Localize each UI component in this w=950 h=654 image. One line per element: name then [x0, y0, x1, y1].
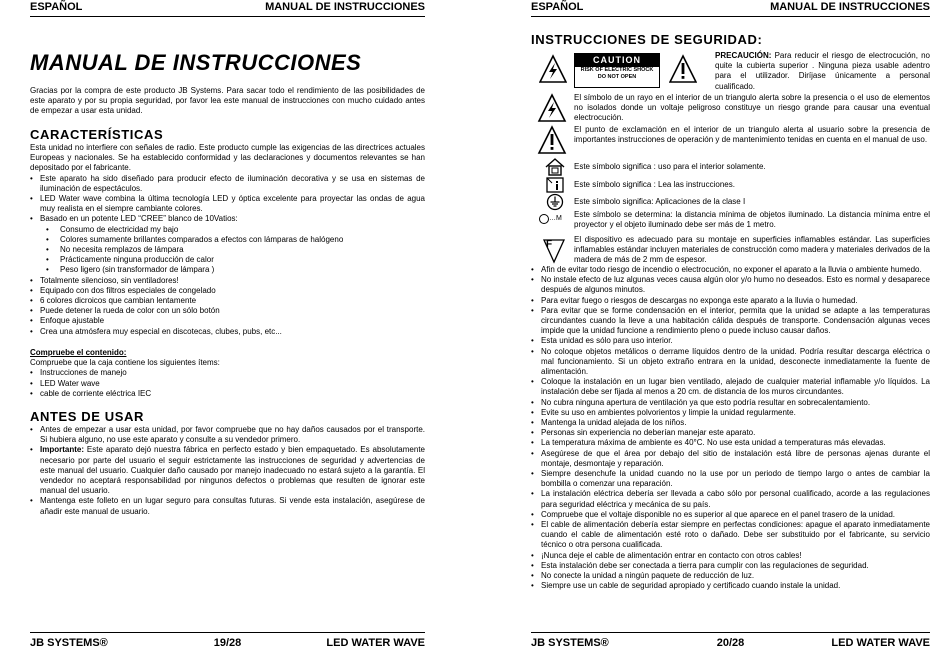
- symbol-text: Este símbolo significa: Aplicaciones de la clase I: [574, 197, 746, 206]
- page-header: [531, 0, 930, 17]
- left-page: [30, 0, 425, 654]
- list-item: • ¡Nunca deje el cable de alimentación entrar en contacto con otros cables!: [531, 551, 930, 561]
- precaution-label: PRECAUCIÓN:: [715, 51, 772, 60]
- footer-product: LED WATER WAVE: [831, 637, 930, 649]
- important-text: Este aparato dejó nuestra fábrica en perfecto estado y bien empaquetado. Es absolutamente necesario por parte del usuario el seguir estrictamente las instrucciones de seguridad y advertencias de este manual del usuario. Cualquier daño causado por manejo inadecuado no estará sujeto a la garantía. El vendedor no aceptará responsabilidad por ningunos defectos o problemas que resulten de ignorar este manual del usuario.: [40, 445, 425, 496]
- flammable-surface-f-icon: [538, 238, 570, 264]
- list-item: • Enfoque ajustable: [30, 316, 425, 326]
- footer-page-number: 20/28: [716, 637, 745, 649]
- important-label: Importante:: [40, 445, 84, 455]
- list-item: • Siempre desenchufe la unidad cuando no la use por un periodo de tiempo largo o antes de cambiar la bombilla o comenzar una reparación.: [531, 469, 930, 489]
- intro-paragraph: Gracias por la compra de este producto JB Systems. Para sacar todo el rendimiento de las posibilidades de este aparato y por su propia seguridad, por favor lea este manual de instrucciones con mucho cuidado antes de empezar a usar esta unidad.: [30, 86, 425, 116]
- features-sublist: [30, 225, 425, 276]
- caution-label-box: [574, 53, 660, 88]
- features-heading: CARACTERÍSTICAS: [30, 127, 164, 142]
- list-item: • LED Water wave combina la última tecnología LED y óptica excelente para proyectar las ondas de agua muy realista en el siempre cambiante colores.: [30, 194, 425, 214]
- footer-product: LED WATER WAVE: [326, 637, 425, 649]
- symbol-text: El símbolo de un rayo en el interior de un triangulo alerta sobre la presencia o el uso de elementos no isolados donde un voltaje peligroso constituye un riesgo grande para causar una eventual electrocución.: [574, 93, 930, 123]
- footer-brand: JB SYSTEMS®: [30, 637, 108, 649]
- page-footer: [30, 632, 425, 651]
- list-item: • Antes de empezar a usar esta unidad, por favor compruebe que no hay daños causados por el transporte. Si hubiera alguno, no use este aparato y consulte a su vendedor primero.: [30, 425, 425, 445]
- class-one-ground-icon: [539, 193, 571, 211]
- list-item: • La temperatura máxima de ambiente es 40°C. No use esta unidad a temperaturas más elevadas.: [531, 438, 930, 448]
- list-item: • El cable de alimentación debería estar siempre en perfectas condiciones: apague el aparato inmediatamente cuando el cable de alimentación esté roto o dañado. Debe ser substituido por el fabricante, su servicio técnico o otra persona cualificada.: [531, 520, 930, 551]
- list-item: • Consumo de electricidad my bajo: [30, 225, 425, 235]
- page-header: [30, 0, 425, 17]
- list-item: • No necesita remplazos de lámpara: [30, 245, 425, 255]
- list-item: • Coloque la instalación en un lugar bien ventilado, alejado de cualquier material inflamable y/o líquidos. La instalación debe ser fijada al menos a 20 cm. de distancia de los muros circundantes.: [531, 377, 930, 397]
- caution-line-1: RISK OF ELECTRIC SHOCK: [580, 67, 654, 73]
- check-contents-heading: Compruebe el contenido:: [30, 348, 127, 357]
- safety-heading: INSTRUCCIONES DE SEGURIDAD:: [531, 32, 763, 47]
- list-item: • Siempre use un cable de seguridad apropiado y certificado cuando instale la unidad.: [531, 581, 930, 591]
- list-item: • Prácticamente ninguna producción de calor: [30, 255, 425, 265]
- manual-title: MANUAL DE INSTRUCCIONES: [30, 50, 362, 75]
- before-use-heading: ANTES DE USAR: [30, 409, 144, 424]
- header-language: ESPAÑOL: [531, 1, 584, 13]
- list-item: • Instrucciones de manejo: [30, 368, 425, 378]
- header-title: MANUAL DE INSTRUCCIONES: [265, 1, 425, 13]
- symbol-text: El dispositivo es adecuado para su montaje en superficies inflamables estándar. Las superficies inflamables estándar incluyen materiales de construcción como madera y materiales derivados de la madera de más de 2 mm de espesor.: [574, 235, 930, 265]
- list-item: • Basado en un potente LED “CREE” blanco de 10Vatios:: [30, 214, 425, 224]
- list-item: • Puede detener la rueda de color con un sólo botón: [30, 306, 425, 316]
- right-page: [531, 0, 930, 654]
- list-item: • Asegúrese de que el área por debajo del sitio de instalación está libre de personas ajenas durante el montaje, desmontaje y reparación.: [531, 449, 930, 469]
- list-item: • Evite su uso en ambientes polvorientos y limpie la unidad regularmente.: [531, 408, 930, 418]
- before-use-list: [30, 425, 425, 517]
- list-item: • LED Water wave: [30, 379, 425, 389]
- list-item: • Esta unidad es sólo para uso interior.: [531, 336, 930, 346]
- list-item: • Mantenga la unidad alejada de los niños.: [531, 418, 930, 428]
- list-item: • No instale efecto de luz algunas veces causa algún olor y/o humo no deseados. Esto es normal y desaparece después de algunos minutos.: [531, 275, 930, 295]
- minimum-distance-icon: [539, 213, 565, 224]
- caution-label: CAUTION: [575, 54, 659, 67]
- footer-page-number: 19/28: [213, 637, 242, 649]
- list-item: • La instalación eléctrica debería ser llevada a cabo sólo por personal cualificado, acorde a las regulaciones para seguridad eléctrica y mecánica de su país.: [531, 489, 930, 509]
- list-item: • Personas sin experiencia no deberían manejar este aparato.: [531, 428, 930, 438]
- list-item: • 6 colores dicroicos que cambian lentamente: [30, 296, 425, 306]
- lightning-triangle-icon: [539, 54, 567, 84]
- read-instructions-icon: [539, 176, 571, 194]
- features-list-more: [30, 276, 425, 337]
- page-footer: [531, 632, 930, 651]
- list-item: • No cubra ninguna apertura de ventilación ya que esto podría resultar en sobrecalentamiento.: [531, 398, 930, 408]
- symbol-text: Este símbolo se determina: la distancia mínima de objetos iluminado. La distancia mínima entre el proyector y el objeto iluminado debe ser más de 1 metro.: [574, 210, 930, 230]
- list-item: • Mantenga este folleto en un lugar seguro para consultas futuras. Si vende esta instalación, asegúrese de añadir este manual de usuario.: [30, 496, 425, 516]
- list-item: • Totalmente silencioso, sin ventiladores!: [30, 276, 425, 286]
- list-item: • cable de corriente eléctrica IEC: [30, 389, 425, 399]
- features-intro: Esta unidad no interfiere con señales de radio. Este producto cumple las exigencias de las directrices actuales Europeas y nacionales. Se ha establecido conformidad y las declaraciones y documentos relevantes se han depositado por el fabricante.: [30, 143, 425, 173]
- symbol-text: Este símbolo significa : uso para el interior solamente.: [574, 162, 766, 171]
- list-item: • Para evitar fuego o riesgos de descargas no exponga este aparato a la lluvia o humedad.: [531, 296, 930, 306]
- header-language: ESPAÑOL: [30, 1, 83, 13]
- list-item: • Para evitar que se forme condensación en el interior, permita que la unidad se adapte a las temperaturas circundantes cuando la lleve a una habitación cálida después de transporte. Condensación algunas veces impide que la unidad funcione a rendimiento pleno o puede incluso causar daños.: [531, 306, 930, 337]
- safety-list: [531, 265, 930, 592]
- header-title: MANUAL DE INSTRUCCIONES: [770, 1, 930, 13]
- list-item: • Crea una atmósfera muy especial en discotecas, clubes, pubs, etc...: [30, 327, 425, 337]
- distance-glyph: …M: [549, 215, 562, 223]
- list-item: • Colores sumamente brillantes comparados a efectos con lámparas de halógeno: [30, 235, 425, 245]
- list-item: • Peso ligero (sin transformador de lámpara ): [30, 265, 425, 275]
- f-glyph: F: [546, 239, 553, 250]
- footer-brand: JB SYSTEMS®: [531, 637, 609, 649]
- list-item: • Este aparato ha sido diseñado para producir efecto de iluminación decorativa y se usa en sistemas de iluminación de espectáculos.: [30, 174, 425, 194]
- list-item: • Esta instalación debe ser conectada a tierra para cumplir con las regulaciones de seguridad.: [531, 561, 930, 571]
- symbol-text: Este símbolo significa : Lea las instrucciones.: [574, 180, 735, 189]
- check-contents-intro: Compruebe que la caja contiene los siguientes ítems:: [30, 358, 220, 368]
- lightning-triangle-icon: [536, 93, 568, 123]
- list-item: • No coloque objetos metálicos o derrame líquidos dentro de la unidad. Podría resultar descarga eléctrica o mal funcionamiento. Si un objeto extraño entrara en la unidad, desconecte inmediatamente la fuente de alimentación.: [531, 347, 930, 378]
- exclamation-triangle-icon: [669, 54, 697, 84]
- features-list: [30, 174, 425, 225]
- list-item: [30, 445, 425, 496]
- precaution-text: [715, 51, 930, 92]
- list-item: • Equipado con dos filtros especiales de congelado: [30, 286, 425, 296]
- precaution-body: Para reducir el riesgo de electrocución, no quite la cubierta superior . Ninguna pieza usable adentro para el utilizador. Diríjase únicamente a personal cualificado.: [715, 51, 930, 91]
- list-item: • Afin de evitar todo riesgo de incendio o electrocución, no exponer el aparato a la lluvia o ambiente humedo.: [531, 265, 930, 275]
- list-item: • No conecte la unidad a ningún paquete de reducción de luz.: [531, 571, 930, 581]
- list-item: • Compruebe que el voltaje disponible no es superior al que aparece en el panel trasero de la unidad.: [531, 510, 930, 520]
- caution-line-2: DO NOT OPEN: [597, 74, 637, 80]
- indoor-house-icon: [539, 158, 571, 176]
- check-contents-list: [30, 368, 425, 399]
- exclamation-triangle-icon: [536, 125, 568, 155]
- symbol-text: El punto de exclamación en el interior de un triangulo alerta al usuario sobre la presencia de importantes instrucciones de operación y de mantenimiento tenidas en cuenta en el manual de uso.: [574, 125, 930, 145]
